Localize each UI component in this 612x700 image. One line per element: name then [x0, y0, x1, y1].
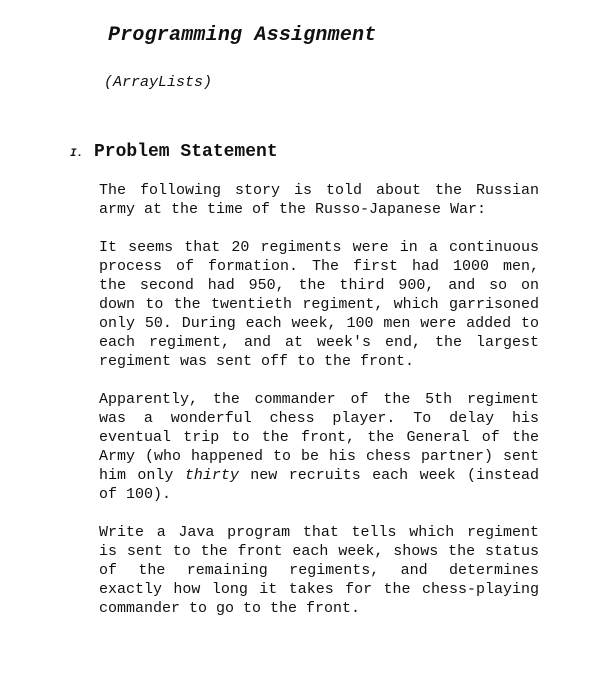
paragraph-regiments: It seems that 20 regiments were in a continuous process of formation. The first had 1000 men, the second had 950, the third 900, and so on down to the twentieth regiment, which garrisoned only 50. During each week, 100 men were added to each regiment, and at week's end, the largest regiment was sent off to the front.	[99, 239, 539, 370]
paragraph-commander	[99, 390, 539, 504]
document-title: Programming Assignment	[108, 24, 377, 47]
section-number: I.	[70, 148, 84, 160]
problem-statement-body	[99, 181, 539, 618]
paragraph-commander-text-end: new recruits each week (instead of 100).	[99, 467, 540, 503]
paragraph-commander-text-start: Apparently, the commander of the 5th regiment was a wonderful chess player. To delay his eventual trip to the front, the General of the Army (who happened to be his chess partner) sent him only	[99, 391, 539, 484]
emphasis-thirty: thirty	[184, 467, 239, 484]
section-title: Problem Statement	[94, 142, 278, 162]
document-subtitle: (ArrayLists)	[104, 74, 213, 91]
paragraph-intro: The following story is told about the Russian army at the time of the Russo-Japanese War:	[99, 182, 539, 218]
paragraph-task: Write a Java program that tells which regiment is sent to the front each week, shows the status of the remaining regiments, and determines exactly how long it takes for the chess-playing commander to go to the front.	[99, 524, 539, 617]
section-heading	[70, 137, 278, 164]
